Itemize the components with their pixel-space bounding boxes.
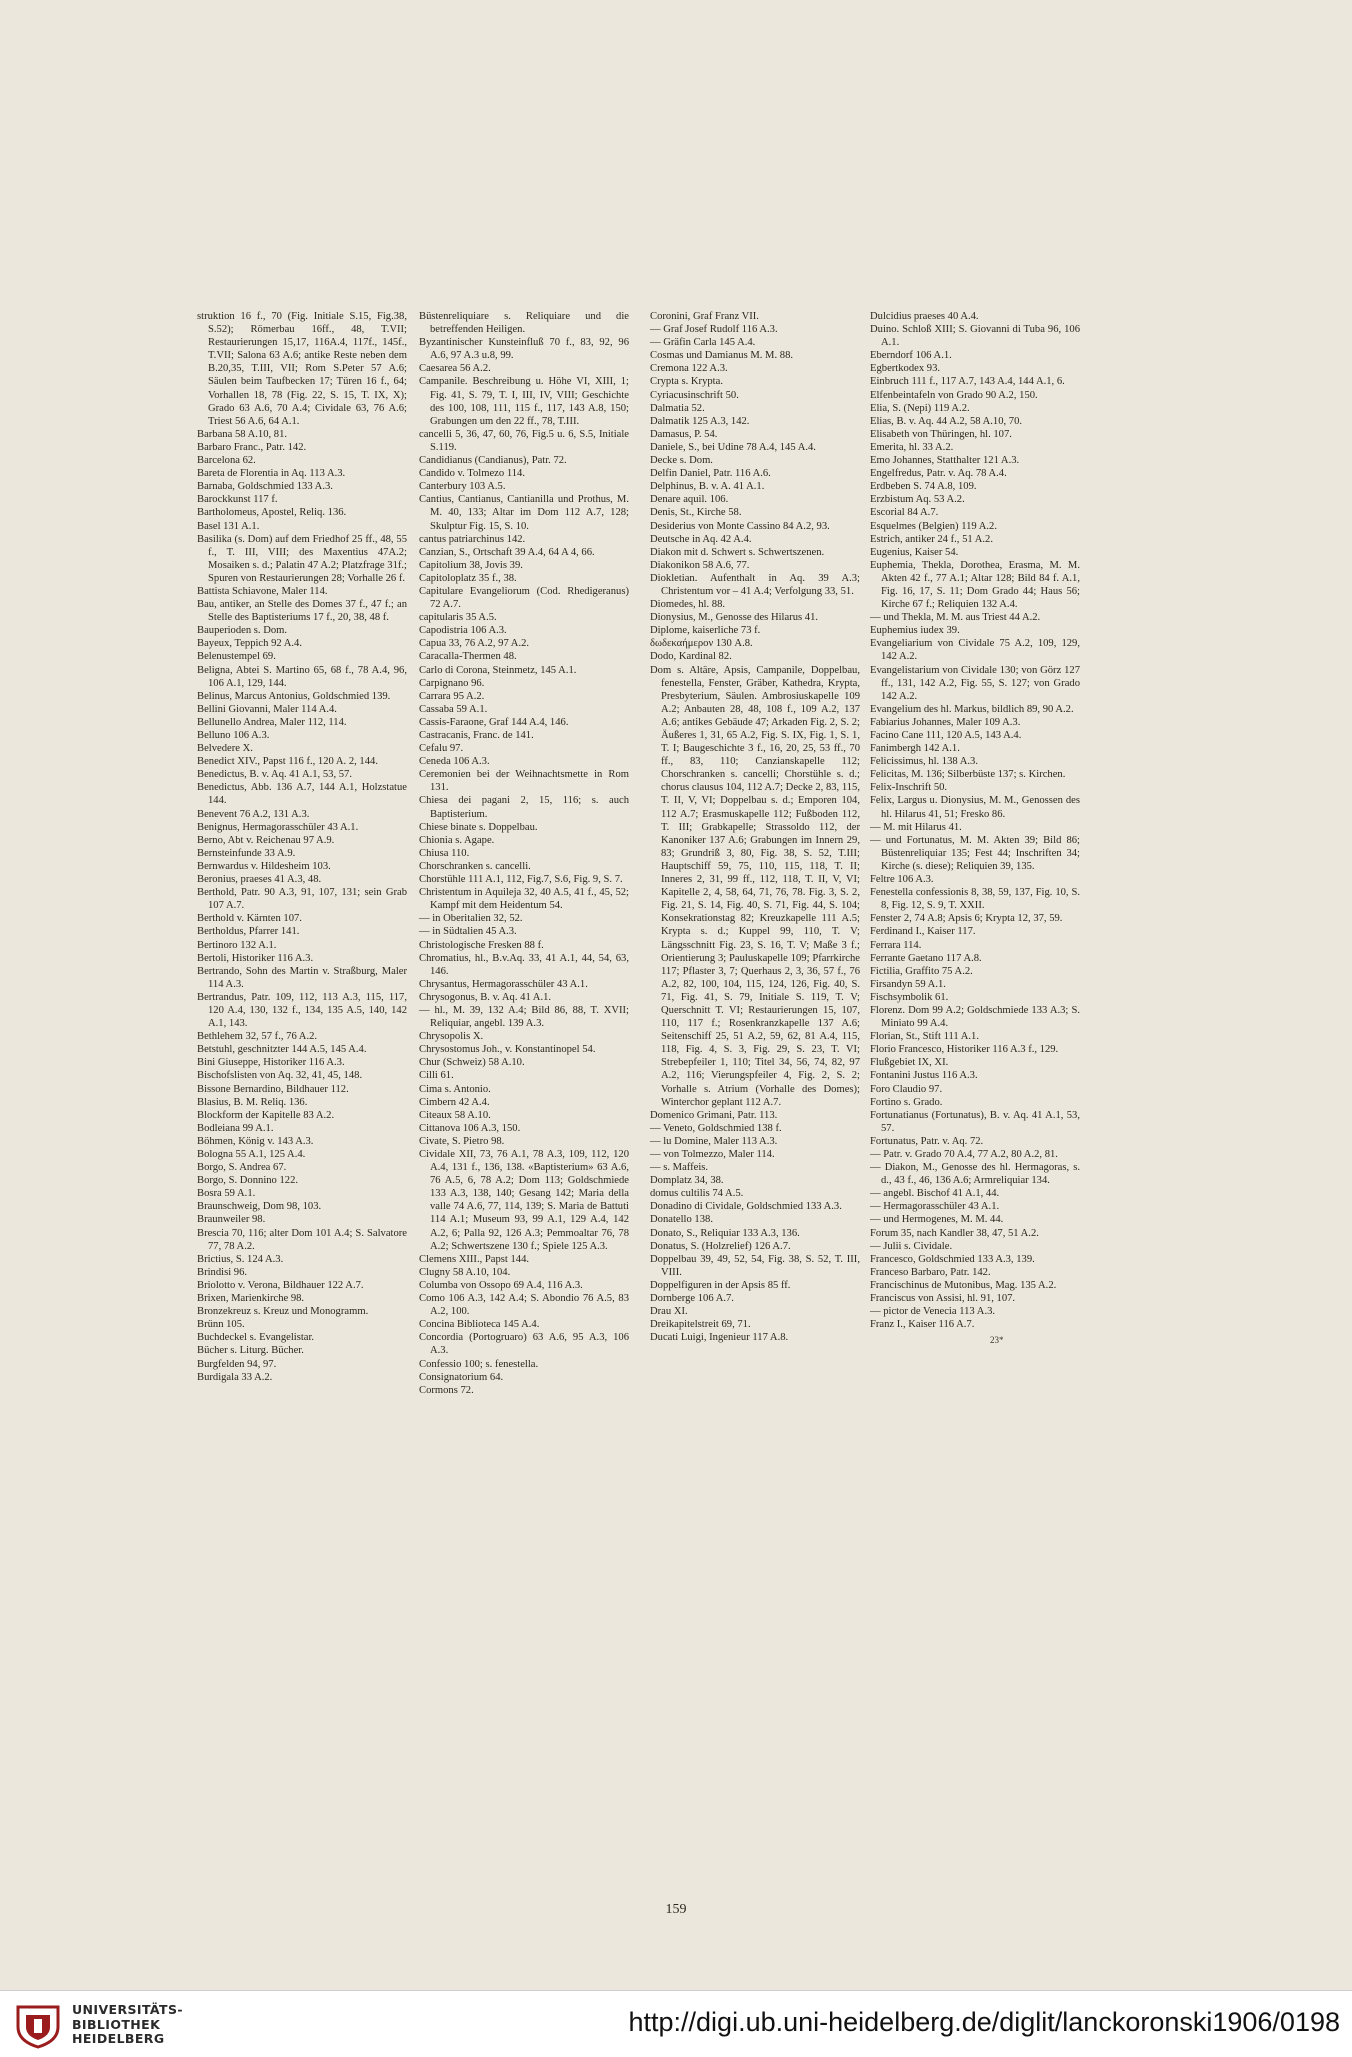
index-entry: Felicitas, M. 136; Silberbüste 137; s. Kirchen. xyxy=(870,769,1066,781)
index-entry: Dreikapitelstreit 69, 71. xyxy=(650,1319,751,1331)
index-entry: Dom s. Altäre, Apsis, Campanile, Doppelbau, fenestella, Fenster, Gräber, Kathedra, Krypta, Presbyterium, Säulen. Ambrosiuskapelle 109 A.2; Anbauten 28, 48, 108 f., 109 A.2, 137 A.6; antikes Gebäude 47; Arkaden Fig. 2, S. 2; Äußeres 1, 31, 65 A.2, Fig. S. IX, Fig. 1, S. 1, T. I; Baugeschichte 3 f., 16, 20, 25, 53 ff., 70 ff., 83, 110; Canzianskapelle 112; Chorschranken s. cancelli; Chorstühle s. d.; chorus clausus 104, 112 A.7; Decke 2, 83, 115, T. II, V, VI; Doppelbau s. d.; Emporen 104, 112 A.7; Erasmuskapelle 112; Fußboden 112, T. III; Grabkapelle; Strassoldo 112, der Kanoniker 137 A.6; Grabungen im Innern 29, 83; Grundriß 3, 80, Fig. 38, S. 52, T.III; Hauptschiff 59, 75, 110, 115, 118, T. II; Inneres 2, 31, 99 ff., 112, 118, T. II, V, VI; Kapitelle 2, 4, 58, 64, 71, 76, 78. Fig. 3, S. 2, Fig. 21, S. 14, Fig. 40, S. 71, Fig. 44, S. 104; Konsekrationstag 82; Kreuzkapelle 111 A.5; Krypta s. d.; Kuppel 99, 110, T. V; Längsschnitt Fig. 23, S. 16, T. V; Maße 3 f.; Orientierung 3; Pauluskapelle 109; Pfarrkirche 117; Pflaster 3, 7; Querhaus 2, 3, 36, 57 f., 76 A.2, 82, 100, 104, 115, 124, 126, Fig. 40, S. 71, Fig. 41, S. 79, Initiale S. 119, T. V; Querschnitt T. VI; Restaurierungen 15, 107, 110, 117 f.; Rosenkranzkapelle 137 A.6; Seitenschiff 25, 51 A.2, 59, 62, 81 A.4, 115, 118, Fig. 4, S. 3, Fig. 29, S. 23, T. VI; Strebepfeiler 1, 110; Titel 34, 56, 74, 82, 97 A.2, 116; Vierungspfeiler 4, Fig. 2, S. 2; Vorhalle s. Atrium (Vorhalle des Domes); Winterchor geplant 112 A.7. xyxy=(650,664,860,1108)
index-entry: Crypta s. Krypta. xyxy=(650,376,723,388)
index-entry: Buchdeckel s. Evangelistar. xyxy=(197,1332,315,1344)
index-entry: Fortunatianus (Fortunatus), B. v. Aq. 41 A.1, 53, 57. xyxy=(870,1109,1080,1134)
university-seal-icon xyxy=(12,2001,64,2049)
index-entry: — Diakon, M., Genosse des hl. Hermagoras, s. d., 43 f., 46, 136 A.6; Armreliquiar 134. xyxy=(870,1162,1080,1187)
index-entry: — M. mit Hilarus 41. xyxy=(870,821,962,833)
library-name xyxy=(72,2003,183,2047)
index-entry: Fortunatus, Patr. v. Aq. 72. xyxy=(870,1135,984,1147)
index-entry: cantus patriarchinus 142. xyxy=(419,533,526,545)
index-entry: Franz I., Kaiser 116 A.7. xyxy=(870,1319,975,1331)
index-entry: Eugenius, Kaiser 54. xyxy=(870,546,959,558)
index-entry: Feltre 106 A.3. xyxy=(870,874,934,886)
index-entry: Belenustempel 69. xyxy=(197,651,276,663)
index-entry: Bellunello Andrea, Maler 112, 114. xyxy=(197,716,347,728)
index-entry: Evangelistarium von Cividale 130; von Görz 127 ff., 131, 142 A.2, Fig. 55, S. 127; von Grado 142 A.2. xyxy=(870,664,1080,702)
index-entry: Diakonikon 58 A.6, 77. xyxy=(650,559,750,571)
index-entry: Brescia 70, 116; alter Dom 101 A.4; S. Salvatore 77, 78 A.2. xyxy=(197,1227,407,1252)
index-entry: Evangelium des hl. Markus, bildlich 89, 90 A.2. xyxy=(870,703,1074,715)
index-entry: domus cultilis 74 A.5. xyxy=(650,1188,744,1200)
index-entry: Chiesa dei pagani 2, 15, 116; s. auch Baptisterium. xyxy=(419,795,629,820)
signature-mark: 23* xyxy=(990,1335,1004,1345)
index-entry: Capitulare Evangeliorum (Cod. Rhedigeranus) 72 A.7. xyxy=(419,585,629,611)
index-entry: Ducati Luigi, Ingenieur 117 A.8. xyxy=(650,1332,789,1344)
index-entry: Brictius, S. 124 A.3. xyxy=(197,1253,284,1265)
index-entry: Concina Biblioteca 145 A.4. xyxy=(419,1319,540,1331)
index-entry: Bareta de Florentia in Aq. 113 A.3. xyxy=(197,468,346,480)
index-entry: Dalmatik 125 A.3, 142. xyxy=(650,415,750,427)
index-entry: Clemens XIII., Papst 144. xyxy=(419,1253,530,1265)
index-entry: Diomedes, hl. 88. xyxy=(650,599,726,611)
index-entry: Cyriacusinschrift 50. xyxy=(650,389,739,401)
index-entry: Burgfelden 94, 97. xyxy=(197,1358,277,1370)
index-entry: Bertrandus, Patr. 109, 112, 113 A.3, 115, 117, 120 A.4, 130, 132 f., 134, 135 A.5, 140, 142 A.1, 143. xyxy=(197,991,407,1030)
index-entry: Cassaba 59 A.1. xyxy=(419,703,488,715)
index-entry: Berthold v. Kärnten 107. xyxy=(197,913,302,925)
index-entry: — und Hermogenes, M. M. 44. xyxy=(870,1214,1004,1226)
index-entry: Chionia s. Agape. xyxy=(419,834,495,846)
index-entry: Donato, S., Reliquiar 133 A.3, 136. xyxy=(650,1227,800,1239)
index-entry: Franciscus von Assisi, hl. 91, 107. xyxy=(870,1293,1016,1305)
index-entry: — Patr. v. Grado 70 A.4, 77 A.2, 80 A.2, 81. xyxy=(870,1149,1058,1160)
index-entry: Francesco, Goldschmied 133 A.3, 139. xyxy=(870,1253,1035,1265)
index-entry: Capitoloplatz 35 f., 38. xyxy=(419,572,517,584)
index-entry: Dalmatia 52. xyxy=(650,402,705,414)
index-entry: Borgo, S. Andrea 67. xyxy=(197,1162,287,1174)
index-entry: Denis, St., Kirche 58. xyxy=(650,507,742,519)
index-entry: Chrysostomus Joh., v. Konstantinopel 54. xyxy=(419,1044,596,1056)
index-entry: Donatus, S. (Holzrelief) 126 A.7. xyxy=(650,1240,791,1252)
index-entry: Castracanis, Franc. de 141. xyxy=(419,730,534,741)
index-entry: Delfin Daniel, Patr. 116 A.6. xyxy=(650,468,771,480)
index-entry: Canterbury 103 A.5. xyxy=(419,481,506,493)
index-entry: Bertinoro 132 A.1. xyxy=(197,939,277,951)
index-entry: Dodo, Kardinal 82. xyxy=(650,651,732,663)
index-entry: Ferdinand I., Kaiser 117. xyxy=(870,926,976,938)
index-entry: Evangeliarium von Cividale 75 A.2, 109, 129, 142 A.2. xyxy=(870,638,1080,663)
index-entry: Byzantinischer Kunsteinfluß 70 f., 83, 92, 96 A.6, 97 A.3 u.8, 99. xyxy=(419,337,629,362)
index-entry: Caesarea 56 A.2. xyxy=(419,363,491,375)
index-entry: Felix, Largus u. Dionysius, M. M., Genossen des hl. Hilarus 41, 51; Fresko 86. xyxy=(870,795,1080,820)
index-entry: Felicissimus, hl. 138 A.3. xyxy=(870,756,979,768)
index-entry: Bertoli, Historiker 116 A.3. xyxy=(197,952,314,964)
index-entry: Canzian, S., Ortschaft 39 A.4, 64 A 4, 66. xyxy=(419,546,595,558)
index-entry: Candidianus (Candianus), Patr. 72. xyxy=(419,455,567,467)
index-entry: Carlo di Corona, Steinmetz, 145 A.1. xyxy=(419,664,577,676)
index-entry: Bernsteinfunde 33 A.9. xyxy=(197,847,296,859)
index-entry: — lu Domine, Maler 113 A.3. xyxy=(650,1135,778,1147)
index-entry: Escorial 84 A.7. xyxy=(870,507,939,519)
index-entry: Euphemia, Thekla, Dorothea, Erasma, M. M. Akten 42 f., 77 A.1; Altar 128; Bild 84 f. A.1, Fig. 16, 17, S. 11; Dom Grado 44; Haus 56; Kirche 67 f.; Reliquien 132 A.4. xyxy=(870,559,1080,611)
footer-bar xyxy=(0,1990,1352,2057)
index-entry: Foro Claudio 97. xyxy=(870,1083,943,1095)
index-entry: Elisabeth von Thüringen, hl. 107. xyxy=(870,428,1012,440)
index-entry: Cormons 72. xyxy=(419,1384,474,1396)
index-entry: Barockkunst 117 f. xyxy=(197,494,278,506)
index-entry: — Graf Josef Rudolf 116 A.3. xyxy=(650,324,778,336)
index-entry: Emerita, hl. 33 A.2. xyxy=(870,441,954,453)
index-column-1 xyxy=(197,310,407,1384)
index-entry: Donatello 138. xyxy=(650,1214,713,1226)
index-entry: Bologna 55 A.1, 125 A.4. xyxy=(197,1149,306,1160)
index-entry: Berno, Abt v. Reichenau 97 A.9. xyxy=(197,834,335,846)
index-entry: Capitolium 38, Jovis 39. xyxy=(419,559,523,571)
index-entry: Betstuhl, geschnitzter 144 A.5, 145 A.4. xyxy=(197,1044,367,1056)
index-entry: Bauperioden s. Dom. xyxy=(197,625,288,637)
index-entry: Cilli 61. xyxy=(419,1070,454,1082)
index-entry: Braunschweig, Dom 98, 103. xyxy=(197,1201,322,1213)
index-entry: Bissone Bernardino, Bildhauer 112. xyxy=(197,1083,349,1095)
index-entry: Como 106 A.3, 142 A.4; S. Abondio 76 A.5, 83 A.2, 100. xyxy=(419,1293,629,1318)
index-entry: Decke s. Dom. xyxy=(650,455,713,467)
index-entry: Chrysantus, Hermagorasschüler 43 A.1. xyxy=(419,978,588,990)
index-entry: Daniele, S., bei Udine 78 A.4, 145 A.4. xyxy=(650,441,816,453)
index-entry: Florio Francesco, Historiker 116 A.3 f., 129. xyxy=(870,1044,1059,1056)
index-entry: Consignatorium 64. xyxy=(419,1371,504,1383)
index-entry: Eberndorf 106 A.1. xyxy=(870,350,952,362)
index-entry: Benignus, Hermagorasschüler 43 A.1. xyxy=(197,821,359,833)
index-entry: Belluno 106 A.3. xyxy=(197,730,270,741)
index-entry: Egbertkodex 93. xyxy=(870,363,941,375)
index-entry: Fanimbergh 142 A.1. xyxy=(870,743,960,755)
index-entry: Emo Johannes, Statthalter 121 A.3. xyxy=(870,455,1020,467)
index-entry: Capua 33, 76 A.2, 97 A.2. xyxy=(419,638,530,650)
index-entry: struktion 16 f., 70 (Fig. Initiale S.15, Fig.38, S.52); Römerbau 16ff., 48, T.VII; Restaurierungen 15,17, 116A.4, 117f., 145f., T.VII; Salona 63 A.6; antike Reste neben dem B.20,35, T.III, VII; Rom S.Peter 57 A.6; Säulen beim Taufbecken 17; Türen 16 f., 64; Vorhallen 18, 78 (Fig. 22, S. 15, T. IX, X); Grado 63 A.6, 70 A.4; Cividale 63, 76 A.6; Triest 56 A.6, 64 A.1. xyxy=(197,311,407,427)
index-entry: — hl., M. 39, 132 A.4; Bild 86, 88, T. XVII; Reliquiar, angebl. 139 A.3. xyxy=(419,1004,629,1030)
index-entry: Doppelfiguren in der Apsis 85 ff. xyxy=(650,1279,791,1291)
index-entry: Bethlehem 32, 57 f., 76 A.2. xyxy=(197,1031,318,1043)
index-entry: Brixen, Marienkirche 98. xyxy=(197,1293,305,1305)
index-entry: Flußgebiet IX, XI. xyxy=(870,1057,949,1069)
index-entry: — pictor de Venecia 113 A.3. xyxy=(870,1306,996,1318)
index-entry: Basel 131 A.1. xyxy=(197,520,260,532)
index-entry: Cittanova 106 A.3, 150. xyxy=(419,1122,521,1134)
index-entry: Drau XI. xyxy=(650,1306,688,1318)
index-entry: Diokletian. Aufenthalt in Aq. 39 A.3; Christentum vor – 41 A.4; Verfolgung 33, 51. xyxy=(650,572,860,597)
index-entry: Delphinus, B. v. A. 41 A.1. xyxy=(650,481,765,493)
index-entry: Capodistria 106 A.3. xyxy=(419,625,507,637)
index-entry: — Hermagorasschüler 43 A.1. xyxy=(870,1201,1000,1213)
index-entry: Ceneda 106 A.3. xyxy=(419,756,490,768)
index-column-3 xyxy=(650,310,860,1344)
index-entry: Carrara 95 A.2. xyxy=(419,690,485,702)
index-entry: Ferrara 114. xyxy=(870,939,922,951)
index-entry: Brindisi 96. xyxy=(197,1266,248,1278)
index-entry: Candido v. Tolmezo 114. xyxy=(419,468,525,480)
page-number: 159 xyxy=(665,1902,687,1917)
index-entry: Basilika (s. Dom) auf dem Friedhof 25 ff., 48, 55 f., T. III, VIII; des Maxentius 47A.2; Mosaiken s. d.; Palatin 47 A.2; Platzfrage 31f.; Spuren von Restaurierungen 28; Vorhalle 26 f. xyxy=(197,533,407,584)
index-entry: Chur (Schweiz) 58 A.10. xyxy=(419,1057,525,1069)
index-entry: Benedictus, Abb. 136 A.7, 144 A.1, Holzstatue 144. xyxy=(197,782,407,807)
index-entry: Franceso Barbaro, Patr. 142. xyxy=(870,1266,991,1278)
index-entry: capitularis 35 A.5. xyxy=(419,612,497,624)
index-entry: Benedict XIV., Papst 116 f., 120 A. 2, 144. xyxy=(197,756,378,768)
index-entry: Denare aquil. 106. xyxy=(650,494,729,506)
index-entry: Coronini, Graf Franz VII. xyxy=(650,311,759,322)
index-entry: Chromatius, hl., B.v.Aq. 33, 41 A.1, 44, 54, 63, 146. xyxy=(419,952,629,977)
index-entry: Cima s. Antonio. xyxy=(419,1083,491,1095)
index-entry: Bartholomeus, Apostel, Reliq. 136. xyxy=(197,507,347,519)
index-entry: Clugny 58 A.10, 104. xyxy=(419,1266,511,1278)
index-entry: Engelfredus, Patr. v. Aq. 78 A.4. xyxy=(870,468,1007,480)
index-entry: Domenico Grimani, Patr. 113. xyxy=(650,1109,778,1121)
index-entry: — in Südtalien 45 A.3. xyxy=(419,926,517,938)
index-entry: Einbruch 111 f., 117 A.7, 143 A.4, 144 A.1, 6. xyxy=(870,376,1065,388)
index-entry: Battista Schiavone, Maler 114. xyxy=(197,585,328,597)
index-entry: cancelli 5, 36, 47, 60, 76, Fig.5 u. 6, S.5, Initiale S.119. xyxy=(419,428,629,453)
index-entry: Desiderius von Monte Cassino 84 A.2, 93. xyxy=(650,520,830,532)
index-entry: Fenestella confessionis 8, 38, 59, 137, Fig. 10, S. 8, Fig. 12, S. 9, T. XXII. xyxy=(870,887,1080,912)
index-entry: Dionysius, M., Genosse des Hilarus 41. xyxy=(650,612,819,624)
index-entry: Euphemius iudex 39. xyxy=(870,625,960,637)
index-entry: Doppelbau 39, 49, 52, 54, Fig. 38, S. 52, T. III, VIII. xyxy=(650,1253,860,1278)
index-entry: Bellini Giovanni, Maler 114 A.4. xyxy=(197,703,337,715)
index-entry: Estrich, antiker 24 f., 51 A.2. xyxy=(870,533,993,545)
index-entry: Florenz. Dom 99 A.2; Goldschmiede 133 A.3; S. Miniato 99 A.4. xyxy=(870,1004,1080,1030)
index-entry: Confessio 100; s. fenestella. xyxy=(419,1358,539,1370)
index-entry: Civate, S. Pietro 98. xyxy=(419,1135,505,1147)
index-entry: Dulcidius praeses 40 A.4. xyxy=(870,311,979,322)
index-column-2 xyxy=(419,310,629,1397)
index-entry: Esquelmes (Belgien) 119 A.2. xyxy=(870,520,998,532)
index-entry: Berthold, Patr. 90 A.3, 91, 107, 131; sein Grab 107 A.7. xyxy=(197,887,407,912)
index-entry: Fischsymbolik 61. xyxy=(870,991,949,1003)
index-entry: Campanile. Beschreibung u. Höhe VI, XIII, 1; Fig. 41, S. 79, T. I, III, IV, VIII; Geschichte des 100, 108, 111, 115 f., 117, 143 A.8, 150; Grabungen um den 22 ff., 78, T.III. xyxy=(419,376,629,427)
library-name-line: BIBLIOTHEK xyxy=(72,2016,161,2032)
index-entry: Dornberge 106 A.7. xyxy=(650,1293,734,1305)
index-entry: Fontanini Justus 116 A.3. xyxy=(870,1070,978,1082)
source-url-link[interactable]: http://digi.ub.uni-heidelberg.de/diglit/lanckoronski1906/0198 xyxy=(628,2007,1340,2037)
index-entry: Elias, B. v. Aq. 44 A.2, 58 A.10, 70. xyxy=(870,415,1023,427)
index-entry: Forum 35, nach Kandler 38, 47, 51 A.2. xyxy=(870,1227,1039,1239)
index-entry: Ceremonien bei der Weihnachtsmette in Rom 131. xyxy=(419,769,629,794)
index-entry: Chrysopolis X. xyxy=(419,1031,484,1043)
index-entry: Ferrante Gaetano 117 A.8. xyxy=(870,952,982,964)
index-entry: — von Tolmezzo, Maler 114. xyxy=(650,1149,775,1160)
index-entry: Chorschranken s. cancelli. xyxy=(419,860,531,872)
index-entry: Chiusa 110. xyxy=(419,847,470,859)
index-entry: Donadino di Cividale, Goldschmied 133 A.3. xyxy=(650,1201,842,1213)
index-entry: — in Oberitalien 32, 52. xyxy=(419,913,523,925)
index-entry: — s. Maffeis. xyxy=(650,1162,709,1174)
index-entry: Chiese binate s. Doppelbau. xyxy=(419,821,538,833)
index-entry: Citeaux 58 A.10. xyxy=(419,1109,491,1121)
index-entry: Duino. Schloß XIII; S. Giovanni di Tuba 96, 106 A.1. xyxy=(870,324,1080,349)
index-entry: Fabiarius Johannes, Maler 109 A.3. xyxy=(870,716,1021,728)
index-entry: Böhmen, König v. 143 A.3. xyxy=(197,1135,314,1147)
index-entry: Bosra 59 A.1. xyxy=(197,1188,256,1200)
index-entry: Diakon mit d. Schwert s. Schwertszenen. xyxy=(650,546,825,558)
index-entry: Cividale XII, 73, 76 A.1, 78 A.3, 109, 112, 120 A.4, 131 f., 136, 138. «Baptisterium» 63 A.6, 76 A.5, 6, 78 A.2; Dom 113; Goldschmiede 133 A.3, 138, 140; Gesang 142; Maria della valle 74 A.6, 77, 114, 139; S. Maria de Battuti 114 A.1; Museum 93, 99 A.1, 129 A.4, 142 A.2, 6; Palla 92, 126 A.3; Pemmoaltar 76, 78 A.2; Schwertszene 130 f.; Spiele 125 A.3. xyxy=(419,1149,629,1252)
index-entry: Facino Cane 111, 120 A.5, 143 A.4. xyxy=(870,730,1022,741)
index-entry: Blasius, B. M. Reliq. 136. xyxy=(197,1096,308,1108)
index-entry: Benevent 76 A.2, 131 A.3. xyxy=(197,808,310,820)
index-entry: Domplatz 34, 38. xyxy=(650,1175,724,1187)
index-entry: Beligna, Abtei S. Martino 65, 68 f., 78 A.4, 96, 106 A.1, 129, 144. xyxy=(197,664,407,689)
index-entry: Cantius, Cantianus, Cantianilla und Prothus, M. M. 40, 133; Altar im Dom 112 A.7, 128; Skulptur Fig. 15, S. 10. xyxy=(419,494,629,532)
index-entry: Barnaba, Goldschmied 133 A.3. xyxy=(197,481,333,493)
index-entry: Concordia (Portogruaro) 63 A.6, 95 A.3, 106 A.3. xyxy=(419,1332,629,1357)
index-entry: Fictilia, Graffito 75 A.2. xyxy=(870,965,973,977)
index-entry: Carpignano 96. xyxy=(419,677,485,689)
index-entry: Damasus, P. 54. xyxy=(650,428,718,440)
index-entry: Christologische Fresken 88 f. xyxy=(419,939,544,951)
index-entry: Elfenbeintafeln von Grado 90 A.2, 150. xyxy=(870,389,1038,401)
index-entry: Brünn 105. xyxy=(197,1319,245,1331)
index-entry: Cefalu 97. xyxy=(419,743,464,755)
index-entry: Fortino s. Grado. xyxy=(870,1096,943,1108)
index-entry: — Julii s. Cividale. xyxy=(870,1240,953,1252)
index-entry: Bronzekreuz s. Kreuz und Monogramm. xyxy=(197,1306,369,1318)
index-entry: Deutsche in Aq. 42 A.4. xyxy=(650,533,752,545)
index-entry: Blockform der Kapitelle 83 A.2. xyxy=(197,1109,335,1121)
index-column-4 xyxy=(870,310,1080,1331)
index-entry: — angebl. Bischof 41 A.1, 44. xyxy=(870,1188,1000,1200)
index-entry: Caracalla-Thermen 48. xyxy=(419,651,517,663)
index-entry: Bau, antiker, an Stelle des Domes 37 f., 47 f.; an Stelle des Baptisteriums 17 f., 20, 38, 48 f. xyxy=(197,599,407,624)
index-entry: Borgo, S. Donnino 122. xyxy=(197,1175,299,1187)
index-entry: Benedictus, B. v. Aq. 41 A.1, 53, 57. xyxy=(197,769,352,781)
library-name-line: UNIVERSITÄTS- xyxy=(72,2002,183,2017)
index-entry: Florian, St., Stift 111 A.1. xyxy=(870,1031,979,1043)
index-entry: — und Fortunatus, M. M. Akten 39; Bild 86; Büstenreliquiar 135; Fest 44; Inschriften 34; Kirche (s. diese); Reliquien 39, 135. xyxy=(870,834,1080,872)
index-entry: Erzbistum Aq. 53 A.2. xyxy=(870,494,965,506)
index-entry: Chrysogonus, B. v. Aq. 41 A.1. xyxy=(419,991,552,1003)
index-entry: — und Thekla, M. M. aus Triest 44 A.2. xyxy=(870,612,1041,624)
library-name-line: HEIDELBERG xyxy=(72,2031,165,2046)
index-entry: Cosmas und Damianus M. M. 88. xyxy=(650,350,794,362)
index-entry: — Veneto, Goldschmied 138 f. xyxy=(650,1122,782,1134)
index-entry: Bertrando, Sohn des Martin v. Straßburg, Maler 114 A.3. xyxy=(197,965,407,990)
index-entry: Cimbern 42 A.4. xyxy=(419,1096,490,1108)
index-entry: Elia, S. (Nepi) 119 A.2. xyxy=(870,402,970,414)
index-entry: Bischofslisten von Aq. 32, 41, 45, 148. xyxy=(197,1070,363,1082)
index-entry: Barbana 58 A.10, 81. xyxy=(197,428,288,440)
index-entry: Bernwardus v. Hildesheim 103. xyxy=(197,860,331,872)
index-entry: Büstenreliquiare s. Reliquiare und die betreffenden Heiligen. xyxy=(419,311,629,336)
index-entry: Diplome, kaiserliche 73 f. xyxy=(650,625,761,637)
index-entry: Belinus, Marcus Antonius, Goldschmied 139. xyxy=(197,690,391,702)
index-entry: Briolotto v. Verona, Bildhauer 122 A.7. xyxy=(197,1279,364,1291)
index-entry: δωδεκαήμερον 130 A.8. xyxy=(650,638,753,650)
index-entry: Felix-Inschrift 50. xyxy=(870,782,948,794)
index-entry: Barcelona 62. xyxy=(197,455,256,467)
index-entry: Columba von Ossopo 69 A.4, 116 A.3. xyxy=(419,1279,583,1291)
index-entry: Bodleiana 99 A.1. xyxy=(197,1122,274,1134)
index-entry: Braunweiler 98. xyxy=(197,1214,266,1226)
index-entry: Christentum in Aquileja 32, 40 A.5, 41 f., 45, 52; Kampf mit dem Heidentum 54. xyxy=(419,887,629,912)
index-entry: Bayeux, Teppich 92 A.4. xyxy=(197,638,302,650)
index-entry: Cassis-Faraone, Graf 144 A.4, 146. xyxy=(419,716,569,728)
index-entry: Bini Giuseppe, Historiker 116 A.3. xyxy=(197,1057,345,1069)
index-entry: Fenster 2, 74 A.8; Apsis 6; Krypta 12, 37, 59. xyxy=(870,913,1063,925)
index-entry: Chorstühle 111 A.1, 112, Fig.7, S.6, Fig. 9, S. 7. xyxy=(419,874,623,886)
index-entry: Belvedere X. xyxy=(197,743,253,755)
index-entry: Firsandyn 59 A.1. xyxy=(870,978,946,990)
index-entry: — Gräfin Carla 145 A.4. xyxy=(650,337,756,349)
index-entry: Beronius, praeses 41 A.3, 48. xyxy=(197,874,322,886)
index-entry: Francischinus de Mutonibus, Mag. 135 A.2. xyxy=(870,1279,1057,1291)
index-entry: Bücher s. Liturg. Bücher. xyxy=(197,1345,304,1357)
index-entry: Cremona 122 A.3. xyxy=(650,363,728,375)
index-entry: Erdbeben S. 74 A.8, 109. xyxy=(870,481,977,493)
index-entry: Barbaro Franc., Patr. 142. xyxy=(197,441,307,453)
index-entry: Bertholdus, Pfarrer 141. xyxy=(197,926,300,938)
index-entry: Burdigala 33 A.2. xyxy=(197,1371,273,1383)
